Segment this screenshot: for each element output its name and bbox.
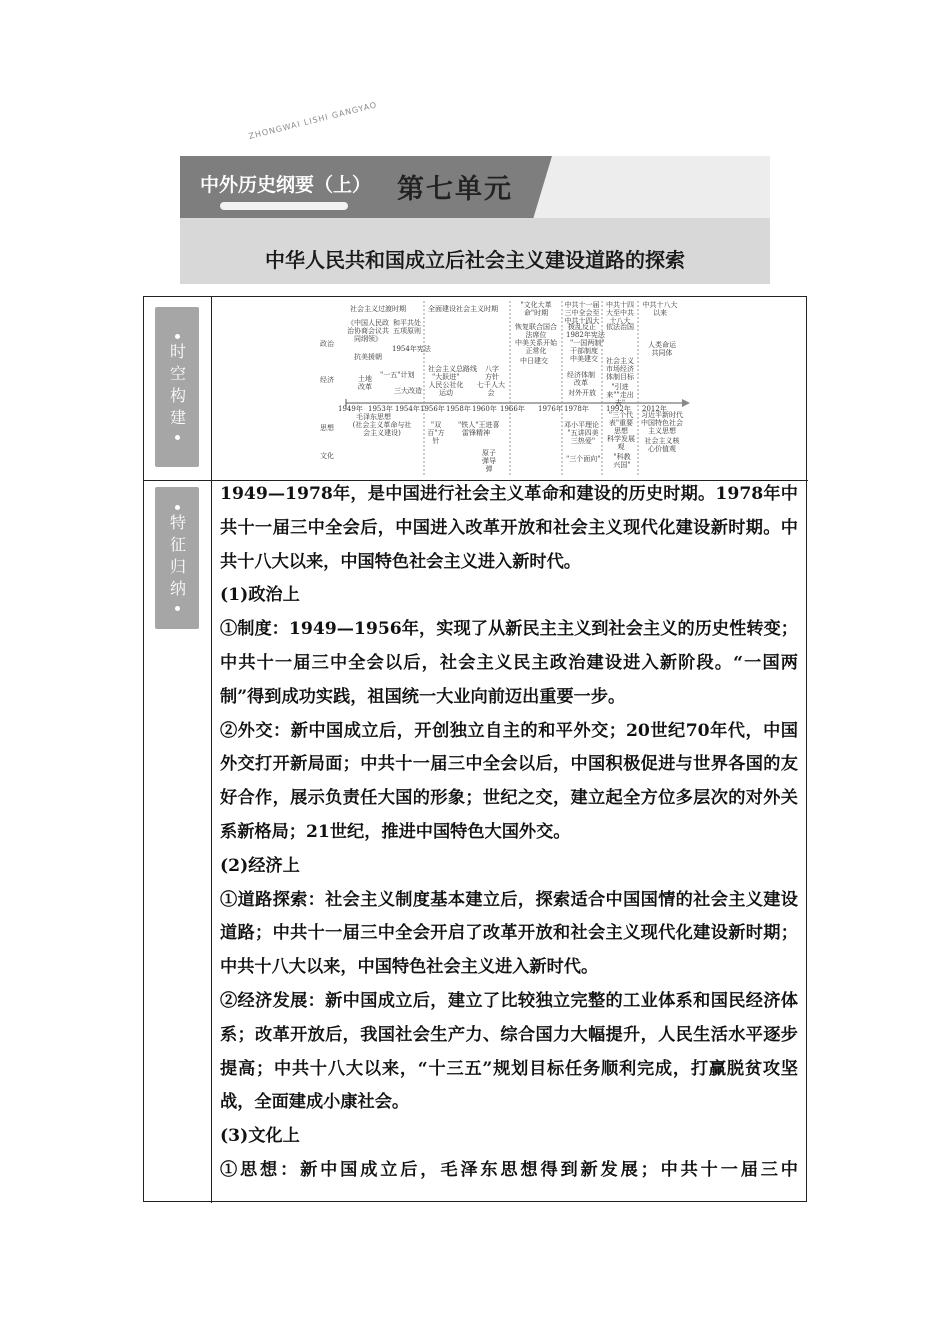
tab-dot-icon [175,435,180,440]
timeline-event: 原子弹导弹 [482,449,496,473]
timeline-event: 人类命运共同体 [648,341,676,357]
timeline-event: 中美关系开始正常化 [515,339,557,355]
timeline-event: 社会主义核心价值观 [644,437,680,453]
section-tab-timespace [155,307,199,467]
year-tick: 1978年 [564,405,589,413]
tab-dot-icon [175,334,180,339]
year-tick: 1954年 [395,405,420,413]
politics-diplomacy-paragraph: ②外交：新中国成立后，开创独立自主的和平外交；20世纪70年代，中国外交打开新局面；中共十一届三中全会以后，中国积极促进与世界各国的友好合作，展示负责任大国的形象；世纪之交，建立起全方位多层次的对外关系新格局；21世纪，推进中国特色大国外交。 [220,720,798,842]
timeline-event: 依法治国 [606,323,634,331]
period-label: 全面建设社会主义时期 [428,305,498,313]
intro-paragraph: 1949—1978年，是中国进行社会主义革命和建设的历史时期。1978年中共十一届三中全会后，中国进入改革开放和社会主义现代化建设新时期。中共十八大以来，中国特色社会主义进入新时代。 [220,484,798,572]
timeline-event: "双百"方针 [427,421,445,445]
economy-development-paragraph: ②经济发展：新中国成立后，建立了比较独立完整的工业体系和国民经济体系；改革开放后，我国社会生产力、综合国力大幅提升，人民生活水平逐步提高；中共十八大以来，“十三五”规划目标任务顺利完成，打赢脱贫攻坚战，全面建成小康社会。 [220,990,798,1113]
series-title: 中外历史纲要（上） [200,174,372,196]
unit-title: 中华人民共和国成立后社会主义建设道路的探索 [265,248,685,272]
timeline-event: 1982年宪法 [566,331,605,339]
row-label: 思想 [320,424,334,432]
year-tick: 1966年 [500,405,525,413]
timeline-event: 中日建交 [520,357,548,365]
unit-number: 第七单元 [397,174,513,205]
timeline-event: 社会主义总路线 [428,365,477,373]
tab-dot-icon [175,606,180,611]
section-label: 特征归纳 [167,514,187,602]
year-tick: 1953年 [368,405,393,413]
series-underline [220,202,348,210]
timeline-event: 中美建交 [570,355,598,363]
timeline-event: 邓小平理论 [564,421,599,429]
year-tick: 2012年 [642,405,667,413]
timeline-event: 对外开放 [568,389,596,397]
timeline-event: 抗美援朝 [354,353,382,361]
politics-system-paragraph: ①制度：1949—1956年，实现了从新民主主义到社会主义的历史性转变；中共十一届三中全会以后，社会主义民主政治建设进入新阶段。“一国两制”得到成功实践，祖国统一大业向前迈出重要一步。 [220,619,798,707]
heading-politics: (1)政治上 [220,585,300,606]
timeline-event: "三个面向" [566,455,601,463]
timeline-event: 科学发展观 [607,435,635,451]
timeline-event: "一五"计划 [380,371,415,379]
row-label: 经济 [320,376,334,384]
timeline-event: 习近平新时代中国特色社会主义思想 [641,411,683,435]
period-label: 社会主义过渡时期 [350,305,406,313]
culture-thought-paragraph: ①思想：新中国成立后，毛泽东思想得到新发展；中共十一届三中 [220,1159,798,1180]
period-label: 中共十四大至中共十八大 [606,301,634,325]
heading-culture: (3)文化上 [220,1126,300,1147]
period-label: 中共十一届三中全会至中共十四大 [564,301,600,325]
year-tick: 1992年 [606,405,631,413]
year-tick: 1958年 [446,405,471,413]
banner-pinyin: ZHONGWAI LISHI GANGYAO [247,100,379,141]
timeline-event: 干部制度 [570,347,598,355]
section-label: 时空构建 [167,343,187,431]
timeline-event: 三大改造 [394,387,422,395]
timeline-event: 土地改革 [358,375,372,391]
timeline-event: 和平共处五项原则 [393,319,421,335]
timeline-event: 雷锋精神 [462,429,490,437]
timeline-event: 恢复联合国合法席位 [515,323,557,339]
period-label: 中共十八大以来 [642,301,678,317]
timeline-diagram [320,299,700,475]
table-column-divider [211,297,212,1203]
timeline-event: "铁人"王进喜 [458,421,500,429]
timeline-event: 《中国人民政治协商会议共同纲领》 [347,319,389,343]
tab-dot-icon [175,505,180,510]
year-tick: 1956年 [420,405,445,413]
unit-banner [180,100,770,284]
timeline-event: 毛泽东思想 [356,413,391,421]
row-label: 政治 [320,340,334,348]
timeline-event: (社会主义革命与社会主义建设) [352,421,412,437]
timeline-event: 人民公社化运动 [428,381,464,397]
row-label: 文化 [320,452,334,460]
year-tick: 1960年 [472,405,497,413]
timeline-event: "五讲四美三热爱" [567,429,599,445]
year-tick: 1976年 [538,405,563,413]
heading-economy: (2)经济上 [220,855,300,876]
timeline-event: 1954年宪法 [392,345,431,353]
timeline-event: 社会主义市场经济体制目标 [606,357,634,381]
timeline-event: 拨乱反正 [568,323,596,331]
year-tick: 1949年 [338,405,363,413]
timeline-event: "引进来""走出去" [606,383,634,407]
timeline-event: "大跃进" [432,373,460,381]
feature-summary [220,478,798,1188]
timeline-event: "一国两制" [570,339,605,347]
timeline-arrow-icon [682,399,690,407]
timeline-event: 经济体制改革 [567,371,595,387]
period-label: "文化大革命"时期 [520,301,552,317]
timeline-event: 七千人大会 [477,381,505,397]
section-tab-features [155,487,199,629]
timeline-event: "科教兴国" [613,453,631,469]
timeline-event: "三个代表"重要思想 [608,411,634,435]
timeline-event: 八字方针 [485,365,499,381]
economy-path-paragraph: ①道路探索：社会主义制度基本建立后，探索适合中国国情的社会主义建设道路；中共十一届三中全会开启了改革开放和社会主义现代化建设新时期；中共十八大以来，中国特色社会主义进入新时代。 [220,889,798,978]
